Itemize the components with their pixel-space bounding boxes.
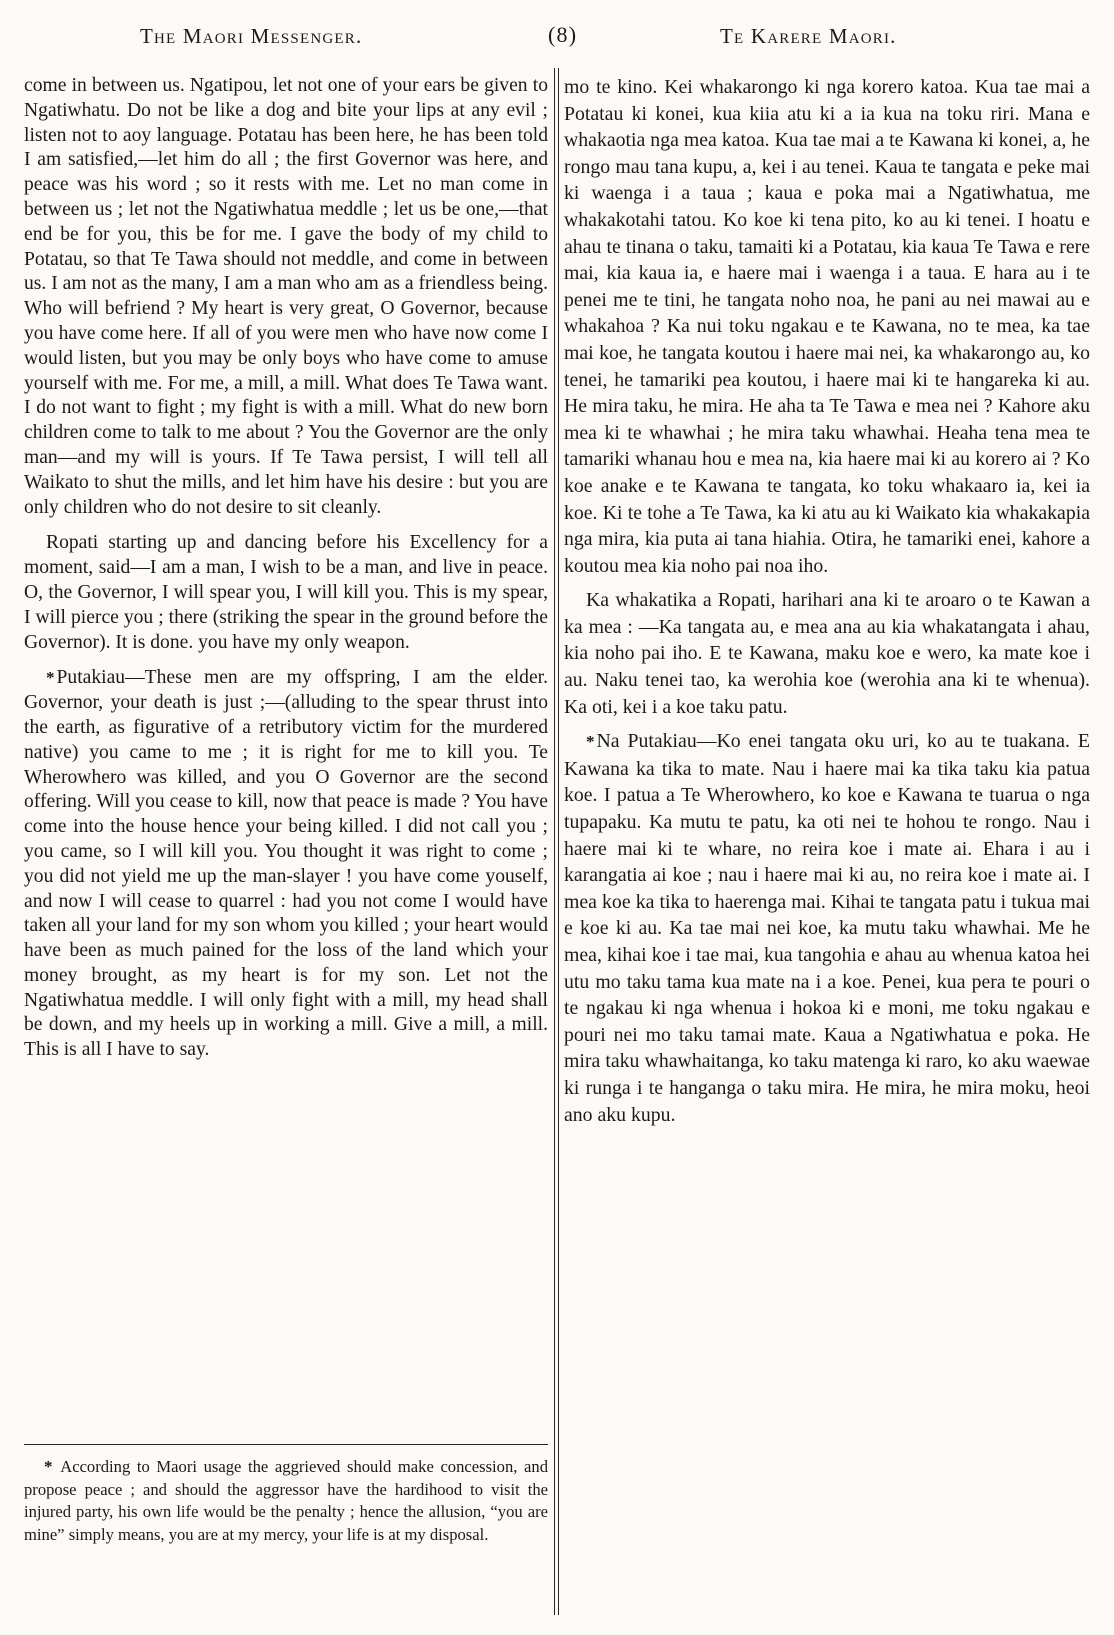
maori-title: Te Karere Maori. — [720, 24, 897, 48]
footnote-text: According to Maori usage the aggrieved should make concession, and propose peace ; and should the aggressor have the hardihood to visit the injured party, his own life would be the penalty ; hence the allusion, “you are mine” simply means, you are at my mercy, your life is at my disposal. — [24, 1457, 548, 1544]
english-title: The Maori Messenger. — [140, 24, 363, 48]
maori-column — [564, 74, 1090, 1128]
paragraph-maori-reply: mo te kino. Kei whakarongo ki nga korero katoa. Kua tae mai a Potatau ki konei, kua kiia atu ki a ia kua na toku riri. Mana e whakaotia nga mea katoa. Kua tae mai a te Kawana ki konei, a, he rongo mau tana kupu, a, kei i au tenei. Kaua te tangata e peke mai ki waenga i a taua ; kaua e poka mai a Ngatiwhatua, me whakakotahi tatou. Ko koe ki tena pito, ko au ki tenei. I hoatu e ahau te tinana o taku, tamaiti ki a Potatau, kia kaua Te Tawa e rere mai, kia kaua ia, e haere mai i waenga i a taua. E hara au i te penei me te tini, he tangata noho noa, he pani au nei mawai au e whakahoa ? Ka nui toku ngakau e te Kawana, no te mea, ka tae mai koe, he tangata koutou i haere mai nei, ka whakarongo au, ko tenei, he tamariki pea koutou, i haere mai ki te hangareka ki au. He mira taku, he mira. He aha ta Te Tawa e mea nei ? Kahore aku mea ki te whawhai ; he mira taku whawhai. Heaha tena mea te tamariki whanau hou e mea na, kia haere mai ki au korero ai ? Ko koe anake e te Kawana te tangata, ko toku whakaaro ia, kei ia koe. Ki te tohe a Te Tawa, ka ki atu au ki Waikato kia whakakapia nga mira, kia puta ai tana hiahia. Otira, he tamariki enei, kahore a koutou mea kia noho pai noa iho. — [564, 76, 1090, 577]
paragraph-maori-putakiau — [564, 728, 1090, 1128]
column-divider — [554, 68, 555, 1615]
footnote-marker: * — [46, 668, 55, 688]
column-divider-inner — [558, 68, 559, 1615]
footnote — [24, 1456, 548, 1546]
paragraph-governor-reply: come in between us. Ngatipou, let not one of your ears be given to Ngatiwhatu. Do not be like a dog and bite your lips at any evil ; listen not to aoy language. Potatau has been here, he has been told I am satisfied,—let him do all ; the first Governor was here, and peace was his word ; so it rests with me. Let no man come in between us ; let not the Ngatiwhatua meddle ; let us be one,—that end be for you, this be for me. I gave the body of my child to Potatau, so that Te Tawa should not meddle, and come in between us. I am not as the many, I am a man who am as a friendless being. Who will befriend ? My heart is very great, O Governor, because you have come here. If all of you were men who have now come I would listen, but you may be only boys who have come to amuse yourself with me. For me, a mill, a mill. What does Te Tawa want. I do not want to fight ; my fight is with a mill. What do new born children come to talk to me about ? You the Governor are the only man—and my will is yours. If Te Tawa persist, I will tell all Waikato to shut the mills, and let him have his desire : but you are only children who do not desire to sit cleanly. — [24, 75, 548, 518]
english-column — [24, 74, 548, 1063]
masthead — [0, 22, 1114, 56]
footnote-divider — [24, 1444, 548, 1445]
footnote-asterisk: * — [44, 1457, 53, 1476]
paragraph-putakiau-text: Putakiau—These men are my offspring, I am the elder. Governor, your death is just ;—(alluding to the spear thrust into the earth, as figurative of a retributory victim for the murdered native) you came to me ; it is right for me to kill you. Te Wherowhero was killed, and you O Governor are the second offering. Will you cease to kill, now that peace is made ? You have come into the house hence your being killed. I did not call you ; you came, so I will kill you. You thought it was right to come ; you did not yield me up the man-slayer ! you have come youself, and now I will cease to quarrel : had you not come I would have taken all your land for my son whom you killed ; your heart would have been as much pained for the loss of the land which your money brought, as my heart is for my son. Let not the Ngatiwhatua meddle. I will only fight with a mill, my head shall be down, and my heels up in working a mill. Give a mill, a mill. This is all I have to say. — [24, 667, 548, 1061]
page-number: (8) — [548, 22, 578, 47]
paragraph-maori-ropati: Ka whakatika a Ropati, harihari ana ki te aroaro o te Kawan a ka mea : —Ka tangata au, e mea ana au kia whakatangata i ahau, kia noho pai iho. E te Kawana, maku koe e wero, ka mate koe i au. Naku tenei tao, ka werohia koe (werohia ana ki te whenua). Ka oti, kei i a koe taku patu. — [564, 589, 1090, 718]
paragraph-ropati: Ropati starting up and dancing before his Excellency for a moment, said—I am a man, I wish to be a man, and live in peace. O, the Governor, I will spear you, I will kill you. This is my spear, I will pierce you ; there (striking the spear in the ground before the Governor). It is done. you have my only weapon. — [24, 532, 548, 653]
paragraph-putakiau — [24, 666, 548, 1063]
footnote-marker-maori: * — [586, 732, 595, 752]
paragraph-maori-putakiau-text: Na Putakiau—Ko enei tangata oku uri, ko au te tuakana. E Kawana ka tika to mate. Nau i haere mai ka tika taku kia patua koe. I patua a Te Wherowhero, ko koe e Kawana te tuarua o nga tupapaku. Ka mutu te patu, ka oti nei te hohou te rongo. Nau i haere mai ki te whare, no reira koe i mate ai. Ehara i au i karangatia ai koe ; nau i haere mai ki au, no reira koe i mate ai. I mea koe ka tika to haerenga mai. Kihai te tangata patu i tukua mai e koe ki au. Ka tae mai nei koe, ka mutu taku whawhai. Me he mea, kihai koe i tae mai, kua tangohia e ahau au whenua katoa hei utu mo taku tama kua mate na i a koe. Penei, kua pera te pouri o te ngakau ki nga whenua i hokoa ki e moni, me toku ngakau e pouri nei mo taku tamai mate. Kaua a Ngatiwhatua e poka. He mira taku whawhaitanga, ko taku matenga ki raro, ko aku waewae ki runga i te hanganga o taku mira. He mira, he mira moku, heoi ano aku kupu. — [564, 730, 1090, 1126]
